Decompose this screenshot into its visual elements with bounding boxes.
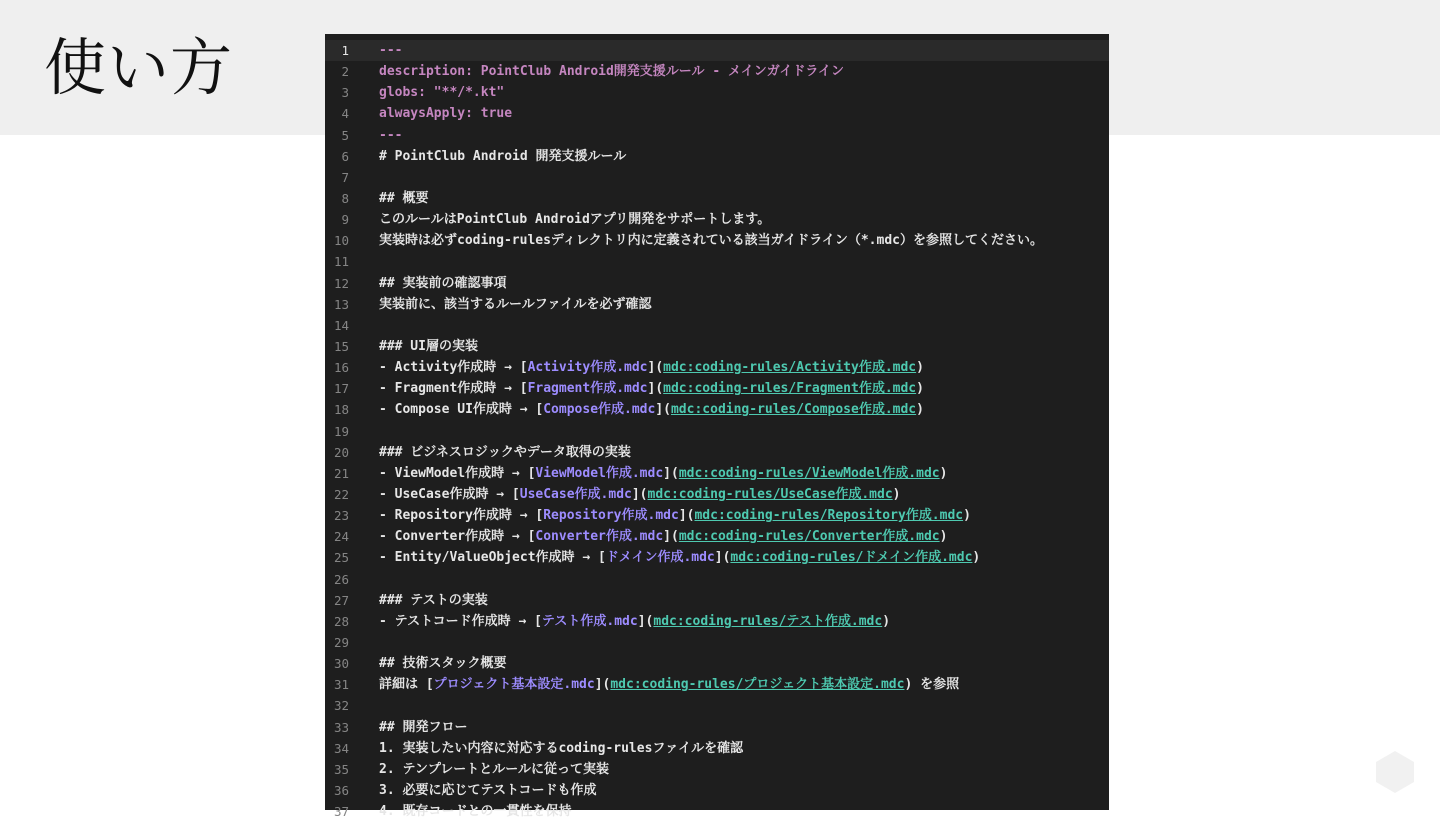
code-line[interactable]: [325, 590, 1109, 611]
line-number: 22: [333, 486, 349, 502]
link-url[interactable]: mdc:coding-rules/ViewModel作成.mdc: [678, 465, 940, 481]
code-token: ](: [663, 529, 679, 545]
code-token: ](: [655, 402, 671, 418]
code-line[interactable]: [325, 632, 1109, 653]
line-number: 29: [333, 634, 349, 650]
code-line[interactable]: [325, 738, 1109, 759]
line-content: [379, 294, 651, 315]
code-token: ---: [379, 43, 403, 58]
code-token: ) を参照: [904, 677, 960, 693]
line-number: 28: [333, 613, 349, 629]
code-token: 実装時は必ずcoding-rulesディレクトリ内に定義されている該当ガイドライン（*.mdc）を参照してください。: [379, 233, 1043, 249]
link-text: Activity作成.mdc: [527, 360, 648, 376]
code-token: 1. 実装したい内容に対応するcoding-rulesファイルを確認: [379, 740, 744, 756]
line-content: [379, 759, 609, 780]
code-token: ](: [631, 486, 648, 502]
code-token: ---: [379, 127, 403, 143]
code-line[interactable]: [325, 336, 1109, 357]
line-content: [379, 378, 924, 399]
line-content: [379, 61, 844, 82]
code-token: - ViewModel作成時 → [: [379, 465, 536, 481]
code-token: - Activity作成時 → [: [379, 360, 528, 376]
line-number: 5: [341, 127, 349, 143]
line-number: 30: [333, 656, 349, 672]
line-number: 3: [341, 85, 349, 101]
code-token: ): [892, 486, 901, 502]
code-token: - Entity/ValueObject作成時 → [: [379, 550, 606, 566]
link-url[interactable]: mdc:coding-rules/Activity作成.mdc: [663, 360, 917, 376]
link-text: Converter作成.mdc: [535, 529, 664, 545]
code-token: ## 開発フロー: [379, 719, 468, 735]
code-token: ): [972, 550, 981, 566]
link-text: Compose作成.mdc: [543, 402, 656, 418]
code-line[interactable]: [325, 357, 1109, 378]
line-number: 9: [341, 212, 349, 228]
line-number: 4: [341, 106, 349, 122]
code-line[interactable]: [325, 230, 1109, 251]
link-text: テスト作成.mdc: [541, 613, 638, 629]
code-token: "**/*.kt": [433, 85, 505, 101]
code-line[interactable]: [325, 188, 1109, 209]
code-token: ): [939, 465, 948, 481]
code-line[interactable]: [325, 294, 1109, 315]
code-line[interactable]: [325, 780, 1109, 801]
link-text: プロジェクト基本設定.mdc: [433, 677, 595, 693]
code-line[interactable]: [325, 611, 1109, 632]
code-token: - Repository作成時 → [: [379, 508, 544, 524]
code-token: ### テストの実装: [379, 592, 488, 608]
line-number: 34: [333, 740, 349, 756]
line-content: [379, 230, 1043, 251]
code-line[interactable]: [325, 442, 1109, 463]
code-line[interactable]: [325, 146, 1109, 167]
link-url[interactable]: mdc:coding-rules/ドメイン作成.mdc: [730, 550, 973, 566]
code-line[interactable]: [325, 61, 1109, 82]
code-line[interactable]: [325, 717, 1109, 738]
code-token: ](: [714, 550, 731, 566]
code-line[interactable]: [325, 40, 1109, 61]
code-line[interactable]: [325, 251, 1109, 272]
code-token: ](: [678, 508, 695, 524]
code-token: 詳細は [: [379, 677, 434, 693]
link-text: UseCase作成.mdc: [519, 486, 632, 502]
code-line[interactable]: [325, 484, 1109, 505]
line-content: [379, 738, 743, 759]
code-line[interactable]: [325, 209, 1109, 230]
code-token: ): [916, 402, 924, 418]
code-token: ## 実装前の確認事項: [379, 275, 507, 291]
line-number: 12: [333, 275, 349, 291]
link-text: ドメイン作成.mdc: [605, 550, 715, 566]
line-number: 7: [341, 169, 349, 185]
link-url[interactable]: mdc:coding-rules/Fragment作成.mdc: [663, 381, 917, 397]
code-line[interactable]: [325, 547, 1109, 568]
code-lines: [325, 40, 1109, 822]
line-number: 2: [341, 64, 349, 80]
code-token: ): [939, 529, 948, 545]
code-token: 実装前に、該当するルールファイルを必ず確認: [379, 296, 652, 312]
code-token: ### ビジネスロジックやデータ取得の実装: [379, 444, 631, 460]
code-token: 4. 既存コードとの一貫性を保持: [379, 804, 572, 820]
code-token: ](: [647, 381, 664, 397]
code-editor[interactable]: [325, 34, 1109, 820]
code-token: ## 技術スタック概要: [379, 656, 507, 672]
code-line[interactable]: [325, 526, 1109, 547]
line-content: [379, 611, 890, 632]
code-line[interactable]: [325, 378, 1109, 399]
link-url[interactable]: mdc:coding-rules/プロジェクト基本設定.mdc: [610, 677, 905, 693]
line-number: 24: [333, 529, 349, 545]
line-number: 23: [333, 508, 349, 524]
line-number: 33: [333, 719, 349, 735]
code-token: ](: [647, 360, 664, 376]
code-token: 2. テンプレートとルールに従って実装: [379, 761, 610, 777]
line-content: [379, 188, 428, 209]
line-content: [379, 463, 947, 484]
code-line[interactable]: [325, 103, 1109, 124]
code-line[interactable]: [325, 82, 1109, 103]
code-token: ): [916, 381, 924, 397]
line-number: 37: [333, 804, 349, 820]
line-content: [379, 357, 924, 378]
line-content: [379, 801, 571, 822]
code-token: ## 概要: [379, 190, 429, 206]
line-number: 31: [333, 677, 349, 693]
line-number: 19: [333, 423, 349, 439]
code-token: 3. 必要に応じてテストコードも作成: [379, 782, 597, 798]
line-content: [379, 442, 631, 463]
line-number: 14: [333, 317, 349, 333]
link-text: ViewModel作成.mdc: [535, 465, 664, 481]
line-content: [379, 146, 626, 167]
code-token: - Fragment作成時 → [: [379, 381, 528, 397]
line-content: [379, 399, 924, 420]
code-line[interactable]: [325, 399, 1109, 420]
line-number: 15: [333, 338, 349, 354]
line-number: 16: [333, 360, 349, 376]
code-token: description: PointClub Android開発支援ルール - メインガイドライン: [379, 64, 844, 80]
code-line[interactable]: [325, 653, 1109, 674]
code-line[interactable]: [325, 695, 1109, 716]
line-content: [379, 590, 488, 611]
code-token: ](: [594, 677, 611, 693]
line-content: [379, 125, 402, 146]
code-token: # PointClub Android 開発支援ルール: [379, 148, 627, 164]
line-number: 32: [333, 698, 349, 714]
link-text: Repository作成.mdc: [543, 508, 679, 524]
line-number: 13: [333, 296, 349, 312]
line-content: [379, 717, 467, 738]
line-number: 11: [333, 254, 349, 270]
link-url[interactable]: mdc:coding-rules/Repository作成.mdc: [694, 508, 964, 524]
code-token: - テストコード作成時 → [: [379, 613, 542, 629]
code-line[interactable]: [325, 505, 1109, 526]
code-line[interactable]: [325, 801, 1109, 822]
link-text: Fragment作成.mdc: [527, 381, 648, 397]
code-token: - Compose UI作成時 → [: [379, 402, 544, 418]
code-line[interactable]: [325, 421, 1109, 442]
code-token: このルールはPointClub Androidアプリ開発をサポートします。: [379, 212, 771, 228]
line-content: [379, 505, 971, 526]
line-number: 10: [333, 233, 349, 249]
line-content: [379, 209, 770, 230]
code-token: alwaysApply: true: [379, 106, 513, 122]
link-url[interactable]: mdc:coding-rules/UseCase作成.mdc: [647, 486, 893, 502]
line-number: 36: [333, 782, 349, 798]
code-token: ](: [663, 465, 679, 481]
line-content: [379, 653, 506, 674]
line-content: [379, 103, 512, 124]
line-content: [379, 674, 959, 695]
code-line[interactable]: [325, 273, 1109, 294]
code-token: ): [882, 613, 891, 629]
code-line[interactable]: [325, 125, 1109, 146]
line-number: 21: [333, 465, 349, 481]
line-number: 18: [333, 402, 349, 418]
line-number: 17: [333, 381, 349, 397]
code-token: - Converter作成時 → [: [379, 529, 536, 545]
line-number: 20: [333, 444, 349, 460]
code-token: ### UI層の実装: [379, 338, 478, 354]
line-number: 35: [333, 761, 349, 777]
line-content: [379, 547, 980, 568]
line-content: [379, 40, 402, 61]
code-line[interactable]: [325, 759, 1109, 780]
line-number: 26: [333, 571, 349, 587]
code-line[interactable]: [325, 463, 1109, 484]
code-line[interactable]: [325, 674, 1109, 695]
line-content: [379, 526, 947, 547]
line-number: 27: [333, 592, 349, 608]
line-number: 25: [333, 550, 349, 566]
line-number: 8: [341, 190, 349, 206]
page-title: 使い方: [44, 31, 234, 104]
line-content: [379, 82, 504, 103]
code-line[interactable]: [325, 569, 1109, 590]
code-token: ): [916, 360, 924, 376]
code-token: globs:: [379, 85, 434, 101]
code-token: ): [963, 508, 971, 524]
code-line[interactable]: [325, 315, 1109, 336]
line-content: [379, 780, 596, 801]
line-content: [379, 484, 900, 505]
hexagon-icon: [1375, 750, 1415, 794]
link-url[interactable]: mdc:coding-rules/Compose作成.mdc: [670, 402, 917, 418]
link-url[interactable]: mdc:coding-rules/テスト作成.mdc: [653, 613, 883, 629]
link-url[interactable]: mdc:coding-rules/Converter作成.mdc: [678, 529, 940, 545]
line-content: [379, 273, 506, 294]
code-token: - UseCase作成時 → [: [379, 486, 520, 502]
line-content: [379, 336, 478, 357]
line-number: 1: [341, 43, 349, 58]
code-line[interactable]: [325, 167, 1109, 188]
code-token: ](: [637, 613, 654, 629]
line-number: 6: [341, 148, 349, 164]
